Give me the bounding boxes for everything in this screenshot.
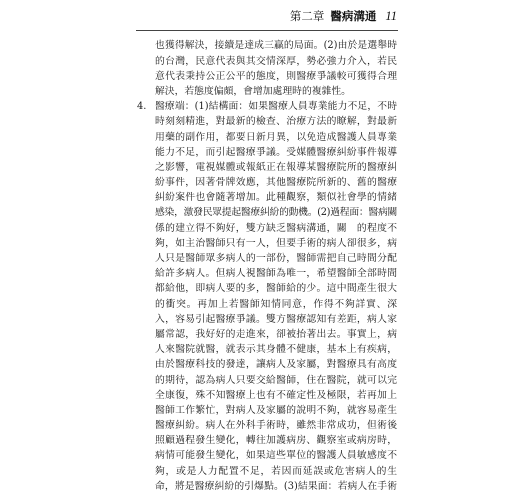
chapter-label: 第二章 xyxy=(289,9,325,23)
body-text xyxy=(137,38,397,494)
text-line: 解決，若態度偏頗，會增加處理時的複雜性。 xyxy=(155,85,351,97)
text-line: 醫療端：(1)結構面：如果醫療人員專業能力不足，不時 xyxy=(155,101,397,113)
text-line: 病情可能發生變化，如果這些單位的醫護人員敏感度不 xyxy=(155,450,397,462)
text-line: 照顧過程發生變化，轉往加護病房、觀察室或病房時， xyxy=(155,435,397,447)
text-line: 夠，或是人力配置不足，若因而延誤或危害病人的生 xyxy=(155,465,397,477)
text-line: 醫師工作繁忙，對病人及家屬的說明不夠，就容易產生 xyxy=(155,404,397,416)
text-line: 紛事件，因著骨牌效應，其他醫療院所新的、舊的醫療 xyxy=(155,177,397,189)
text-line: 醫療糾紛。病人在外科手術時，雖然非常成功，但術後 xyxy=(155,420,397,432)
text-line: 由於醫療科技的發達，讓病人及家屬，對醫療具有高度 xyxy=(155,359,397,371)
text-line: 係的建立得不夠好，雙方缺乏醫病溝通，關 的程度不 xyxy=(155,222,397,234)
text-line: 感染，激發民眾提起醫療糾紛的動機。(2)過程面：醫病關 xyxy=(155,207,397,219)
text-line: 命，將是醫療糾紛的引爆點。(3)結果面：若病人在手術 xyxy=(155,480,397,492)
paragraph-continuation xyxy=(155,38,397,99)
text-line: 時刻刻精進，對最新的檢查、治療方法的瞭解，對最新 xyxy=(155,116,397,128)
page-number: 11 xyxy=(385,9,397,23)
text-line: 都給他，即病人要的多，醫師給的少。這中間產生很大 xyxy=(155,283,397,295)
text-line: 給許多病人。但病人視醫師為唯一，希望醫師全部時間 xyxy=(155,268,397,280)
text-line: 的衝突。再加上若醫師知情同意，作得不夠詳實、深 xyxy=(155,298,397,310)
text-line: 意代表秉持公正公平的態度，則醫療爭議較可獲得合理 xyxy=(155,70,397,82)
text-line: 能力不足，而引起醫療爭議。受媒體醫療糾紛事件報導 xyxy=(155,146,397,158)
header-rule xyxy=(136,30,398,31)
text-line: 入，容易引起醫療爭議。雙方醫療認知有差距，病人家 xyxy=(155,313,397,325)
text-line: 之影響，電視媒體或報紙正在報導某醫療院所的醫療糾 xyxy=(155,161,397,173)
text-line: 用藥的副作用，都要日新月異，以免造成醫護人員專業 xyxy=(155,131,397,143)
text-line: 人來醫院就醫，就表示其身體不健康，基本上有疾病， xyxy=(155,344,397,356)
running-head xyxy=(290,8,397,24)
text-line: 也獲得解決，接續是達成三贏的局面。(2)由於是選舉時 xyxy=(155,40,397,52)
chapter-title: 醫病溝通 xyxy=(330,9,377,23)
text-line: 糾紛案件也會隨著增加。此種觀察，類似社會學的情緒 xyxy=(155,192,397,204)
list-number: 4. xyxy=(137,101,147,113)
text-line: 夠，如主治醫師只有一人，但要手術的病人卻很多，病 xyxy=(155,237,397,249)
text-line: 的期待，認為病人只要交給醫師，住在醫院，就可以完 xyxy=(155,374,397,386)
list-item-4 xyxy=(137,99,397,494)
text-line: 的台灣，民意代表與其交情深厚，勢必強力介入，若民 xyxy=(155,55,397,67)
text-line: 人只是醫師眾多病人的一部份，醫師需把自己時間分配 xyxy=(155,253,397,265)
text-line: 屬常認，我好好的走進來，卻被抬著出去。事實上，病 xyxy=(155,328,397,340)
text-line: 全康復，殊不知醫療上也有不確定性及極限，若再加上 xyxy=(155,389,397,401)
